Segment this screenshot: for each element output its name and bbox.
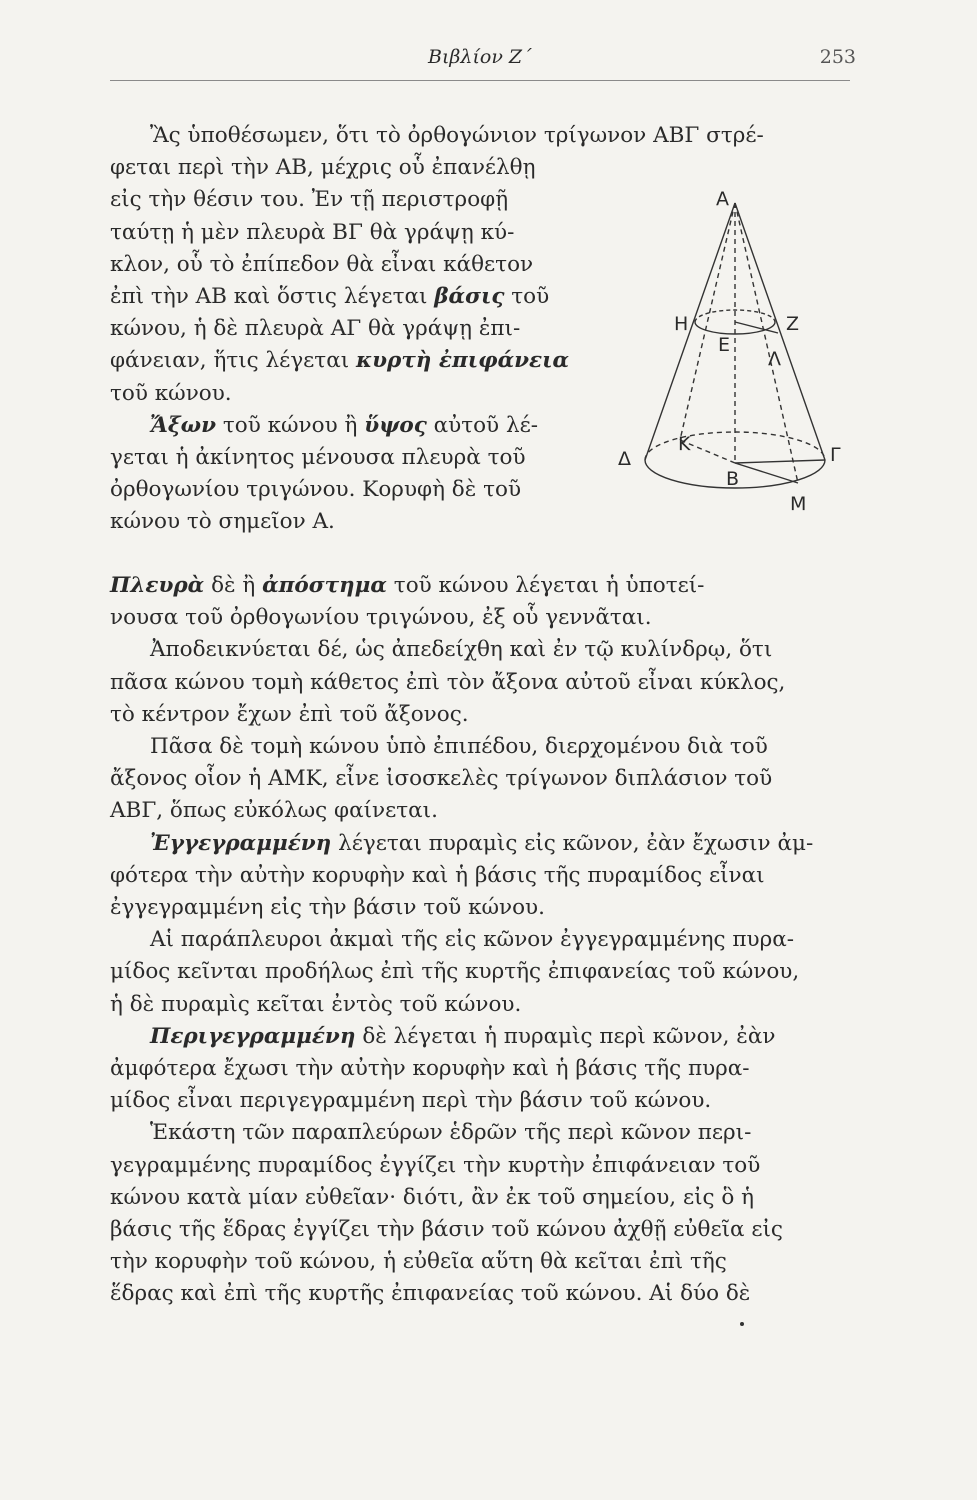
- paragraph-line: μίδος κεῖνται προδήλως ἐπὶ τῆς κυρτῆς ἐπιφανείας τοῦ κώνου,: [110, 959, 800, 985]
- paragraph-line: φότερα τὴν αὐτὴν κορυφὴν καὶ ἡ βάσις τῆς πυραμίδος εἶναι: [110, 862, 765, 888]
- paragraph-line: νουσα τοῦ ὀρθογωνίου τριγώνου, ἐξ οὗ γεννᾶται.: [110, 605, 652, 631]
- term-curved-surface: κυρτὴ ἐπιφάνεια: [356, 348, 570, 374]
- paragraph-line: πᾶσα κώνου τομὴ κάθετος ἐπὶ τὸν ἄξονα αὐτοῦ εἶναι κύκλος,: [110, 669, 786, 695]
- paragraph-line: γεγραμμένης πυραμίδος ἐγγίζει τὴν κυρτὴν ἐπιφάνειαν τοῦ: [110, 1152, 761, 1178]
- paragraph-line: φάνειαν, ἥτις λέγεται κυρτὴ ἐπιφάνεια: [110, 348, 570, 374]
- paragraph-line: μίδος εἶναι περιγεγραμμένη περὶ τὴν βάσιν τοῦ κώνου.: [110, 1088, 712, 1114]
- radius-bm: [735, 463, 798, 483]
- paragraph-line: ἄξονος οἷον ἡ ΑΜΚ, εἶνε ἰσοσκελὲς τρίγωνον διπλάσιον τοῦ: [110, 766, 773, 792]
- term-apothem: ἀπόστημα: [262, 573, 387, 598]
- paragraph-line: ὀρθογωνίου τριγώνου. Κορυφὴ δὲ τοῦ: [110, 477, 522, 503]
- generator-am: [735, 203, 798, 483]
- label-k: Κ: [678, 433, 691, 455]
- base-radius: [735, 460, 825, 463]
- label-b: Β: [726, 468, 740, 490]
- label-a: Α: [716, 188, 729, 210]
- label-g: Γ: [830, 444, 841, 466]
- label-e: Ε: [718, 334, 731, 356]
- paragraph-line: κώνου κατὰ μίαν εὐθεῖαν· διότι, ἂν ἐκ τοῦ σημείου, εἰς ὃ ἡ: [110, 1184, 755, 1210]
- paragraph-line: Ἑκάστη τῶν παραπλεύρων ἑδρῶν τῆς περὶ κῶνον περι-: [150, 1120, 752, 1146]
- paragraph-line: Ἂς ὑποθέσωμεν, ὅτι τὸ ὀρθογώνιον τρίγωνον ΑΒΓ στρέ-: [150, 123, 764, 148]
- cone-side-left: [645, 203, 735, 460]
- paragraph-line: φεται περὶ τὴν ΑΒ, μέχρις οὗ ἐπανέλθῃ: [110, 155, 536, 181]
- ink-dot: [740, 1322, 744, 1326]
- paragraph-line: γεται ἡ ἀκίνητος μένουσα πλευρὰ τοῦ: [110, 445, 526, 471]
- paragraph-line: κώνου, ἡ δὲ πλευρὰ ΑΓ θὰ γράψῃ ἐπι-: [110, 316, 521, 342]
- paragraph-line: ἐγγεγραμμένη εἰς τὴν βάσιν τοῦ κώνου.: [110, 895, 545, 921]
- paragraph-line: Περιγεγραμμένη δὲ λέγεται ἡ πυραμὶς περὶ κῶνον, ἐὰν: [150, 1023, 776, 1049]
- paragraph-line: ἡ δὲ πυραμὶς κεῖται ἐντὸς τοῦ κώνου.: [110, 991, 522, 1017]
- term-height: ὕψος: [364, 412, 427, 438]
- term-circumscribed: Περιγεγραμμένη: [150, 1023, 356, 1049]
- text-column-full: [110, 570, 850, 1311]
- paragraph-line: ἕδρας καὶ ἐπὶ τῆς κυρτῆς ἐπιφανείας τοῦ κώνου. Αἱ δύο δὲ: [110, 1281, 751, 1307]
- cone-diagram: [620, 165, 860, 525]
- paragraph-line: κλον, οὗ τὸ ἐπίπεδον θὰ εἶναι κάθετον: [110, 251, 534, 277]
- label-d: Δ: [618, 448, 631, 470]
- term-inscribed: Ἐγγεγραμμένη: [150, 830, 332, 856]
- label-h: Η: [674, 313, 689, 335]
- paragraph-line: Ἀποδεικνύεται δέ, ὡς ἀπεδείχθη καὶ ἐν τῷ κυλίνδρῳ, ὅτι: [150, 637, 773, 663]
- paragraph-line: ἐπὶ τὴν ΑΒ καὶ ὅστις λέγεται βάσις τοῦ: [110, 284, 550, 310]
- label-z: Ζ: [786, 313, 800, 335]
- paragraph-line: ἀμφότερα ἔχωσι τὴν αὐτὴν κορυφὴν καὶ ἡ βάσις τῆς πυρα-: [110, 1056, 750, 1082]
- paragraph-line: τὴν κορυφὴν τοῦ κώνου, ἡ εὐθεῖα αὕτη θὰ κεῖται ἐπὶ τῆς: [110, 1249, 727, 1275]
- paragraph-line: Αἱ παράπλευροι ἀκμαὶ τῆς εἰς κῶνον ἐγγεγραμμένης πυρα-: [150, 927, 795, 953]
- paragraph-line: βάσις τῆς ἕδρας ἐγγίζει τὴν βάσιν τοῦ κώνου ἀχθῇ εὐθεῖα εἰς: [110, 1217, 783, 1243]
- cone-figure: [620, 165, 860, 525]
- term-side: Πλευρὰ: [110, 573, 205, 598]
- page-number: 253: [819, 46, 856, 68]
- paragraph-line: τοῦ κώνου.: [110, 380, 232, 406]
- paragraph-line: Πλευρὰ δὲ ἢ ἀπόστημα τοῦ κώνου λέγεται ἡ ὑποτεί-: [110, 573, 705, 598]
- text-column-narrow: [110, 120, 764, 539]
- running-header: [110, 40, 856, 81]
- paragraph-line: εἰς τὴν θέσιν του. Ἐν τῇ περιστροφῇ: [110, 187, 509, 213]
- header-title: Βιβλίον Ζ΄: [428, 46, 532, 68]
- term-basis: βάσις: [434, 284, 505, 310]
- term-axis: Ἄξων: [150, 412, 217, 438]
- paragraph-line: Ἄξων τοῦ κώνου ἢ ὕψος αὐτοῦ λέ-: [150, 412, 538, 438]
- paragraph-line: ταύτῃ ἡ μὲν πλευρὰ ΒΓ θὰ γράψῃ κύ-: [110, 219, 515, 245]
- paragraph-line: ΑΒΓ, ὅπως εὐκόλως φαίνεται.: [110, 798, 438, 824]
- paragraph-line: Πᾶσα δὲ τομὴ κώνου ὑπὸ ἐπιπέδου, διερχομένου διὰ τοῦ: [150, 734, 768, 760]
- paragraph-line: κώνου τὸ σημεῖον Α.: [110, 509, 335, 535]
- paragraph-line: τὸ κέντρον ἔχων ἐπὶ τοῦ ἄξονος.: [110, 701, 469, 727]
- label-lambda: Λ: [768, 348, 781, 370]
- cone-side-right: [735, 203, 825, 460]
- paragraph-line: Ἐγγεγραμμένη λέγεται πυραμὶς εἰς κῶνον, ἐὰν ἔχωσιν ἀμ-: [150, 830, 814, 856]
- label-m: Μ: [790, 493, 807, 515]
